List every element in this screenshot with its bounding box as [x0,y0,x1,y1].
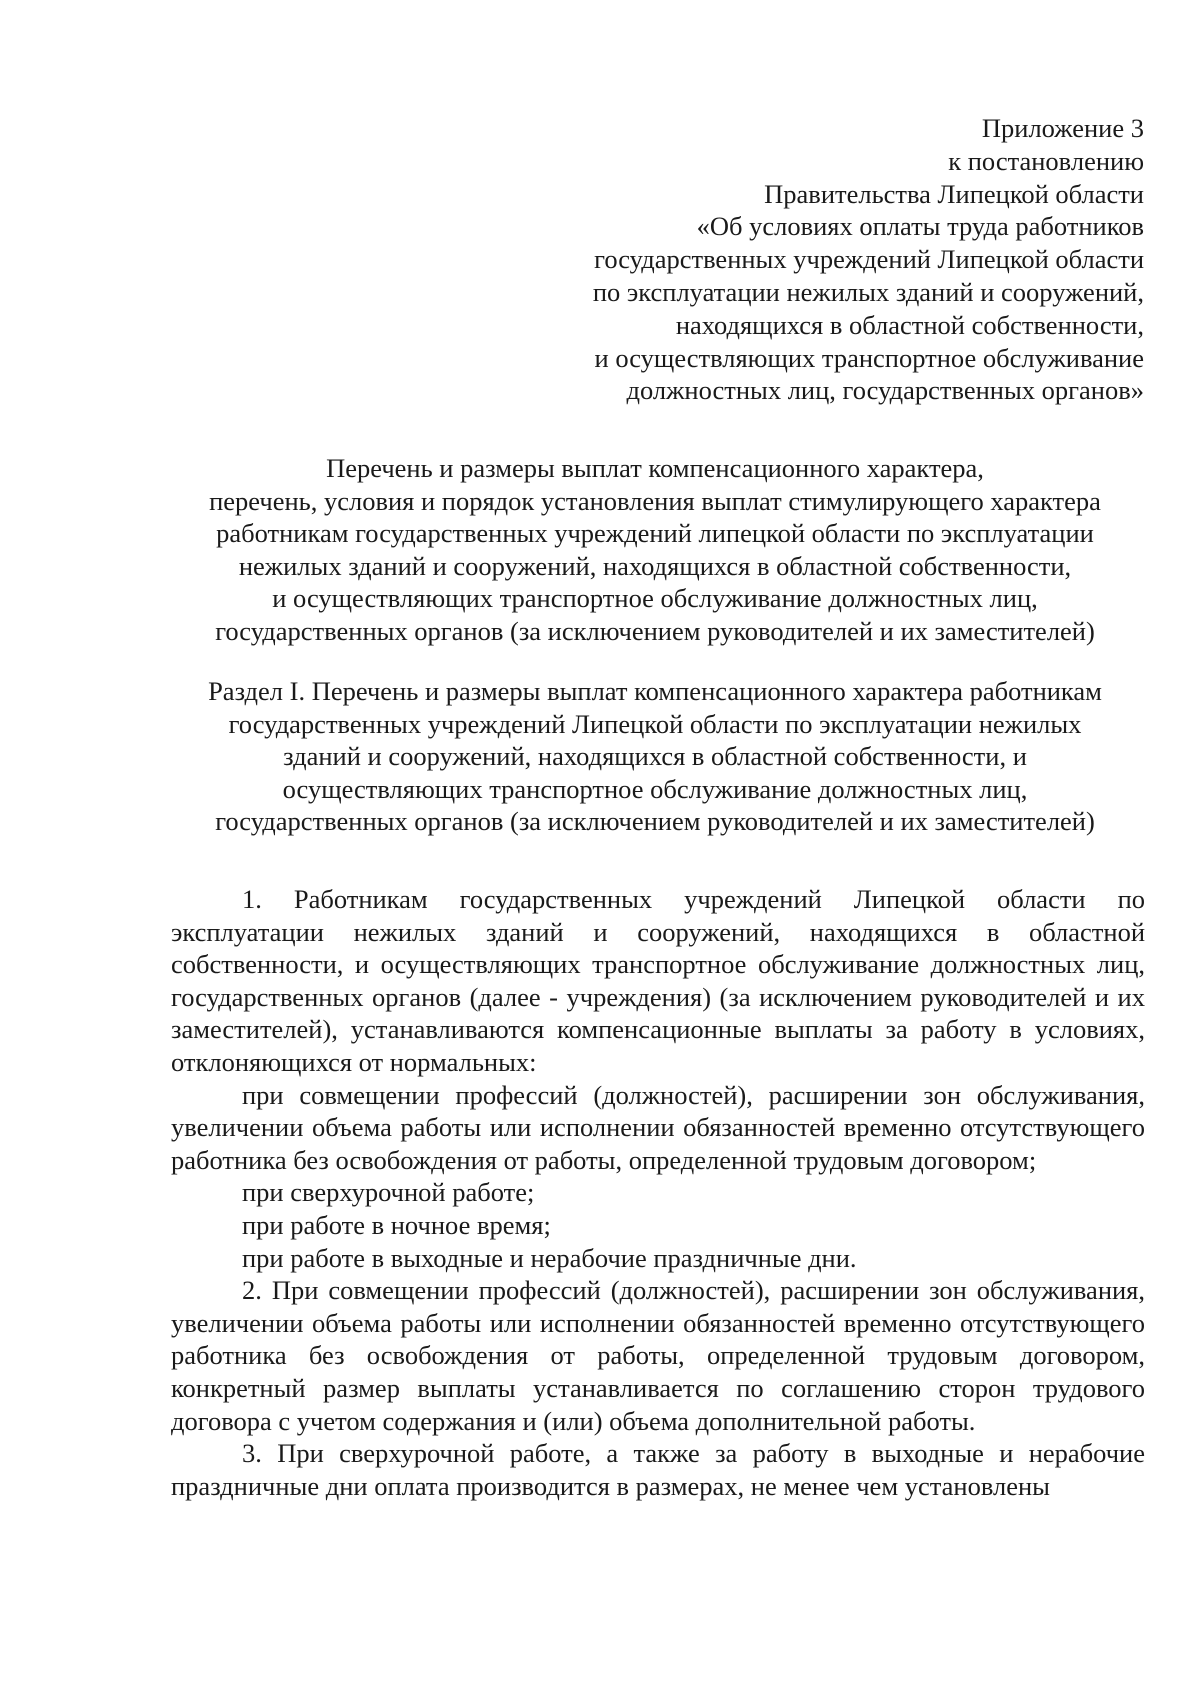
document-body [171,883,1145,1502]
header-line: Правительства Липецкой области [764,178,1144,209]
title-line: и осуществляющих транспортное обслуживание должностных лиц, [272,583,1038,613]
header-line: Приложение 3 [981,113,1144,143]
section-title [160,675,1150,838]
paragraph-1-item-2: при сверхурочной работе; [242,1177,535,1208]
header-line: «Об условиях оплаты труда работников [696,211,1144,242]
section-title-line: зданий и сооружений, находящихся в областной собственности, и [283,741,1027,771]
paragraph-1-item-4: при работе в выходные и нерабочие праздничные дни. [242,1242,857,1273]
title-line: работникам государственных учреждений липецкой области по эксплуатации [216,518,1094,548]
header-line: должностных лиц, государственных органов» [626,375,1144,406]
title-line: нежилых зданий и сооружений, находящихся в областной собственности, [238,550,1072,581]
section-title-line: государственных учреждений Липецкой области по эксплуатации нежилых [228,708,1082,739]
header-line: находящихся в областной собственности, [675,309,1144,340]
section-title-line: осуществляющих транспортное обслуживание должностных лиц, [282,773,1028,804]
header-line: государственных учреждений Липецкой области [594,244,1144,275]
paragraph-1-item-3: при работе в ночное время; [242,1209,551,1240]
paragraph-1-item-1: при совмещении профессий (должностей), расширении зон обслуживания, увеличении объема работы или исполнении обязанностей временно отсутствующего работника без освобождения от работы, определенной трудовым договором; [171,1079,1145,1175]
document-title [160,452,1150,647]
header-line: и осуществляющих транспортное обслуживание [594,342,1144,373]
section-title-line: Раздел I. Перечень и размеры выплат компенсационного характера работникам [208,676,1102,706]
title-line: Перечень и размеры выплат компенсационного характера, [326,453,984,483]
appendix-header [444,112,1144,407]
title-line: государственных органов (за исключением руководителей и их заместителей) [215,615,1095,646]
paragraph-1: 1. Работникам государственных учреждений Липецкой области по эксплуатации нежилых зданий и сооружений, находящихся в областной собственности, и осуществляющих транспортное обслуживание должностных лиц, государственных органов (далее - учреждения) (за исключением руководителей и их заместителей), устанавливаются компенсационные выплаты за работу в условиях, отклоняющихся от нормальных: [171,884,1145,1077]
header-line: по эксплуатации нежилых зданий и сооружений, [592,276,1144,307]
section-title-line: государственных органов (за исключением руководителей и их заместителей) [215,806,1095,836]
paragraph-3: 3. При сверхурочной работе, а также за работу в выходные и нерабочие праздничные дни оплата производится в размерах, не менее чем установлены [171,1438,1145,1501]
header-line: к постановлению [948,145,1144,176]
paragraph-2: 2. При совмещении профессий (должностей), расширении зон обслуживания, увеличении объема работы или исполнении обязанностей временно отсутствующего работника без освобождения от работы, определенной трудовым договором, конкретный размер выплаты устанавливается по соглашению сторон трудового договора с учетом содержания и (или) объема дополнительной работы. [171,1275,1145,1436]
title-line: перечень, условия и порядок установления выплат стимулирующего характера [209,485,1101,516]
